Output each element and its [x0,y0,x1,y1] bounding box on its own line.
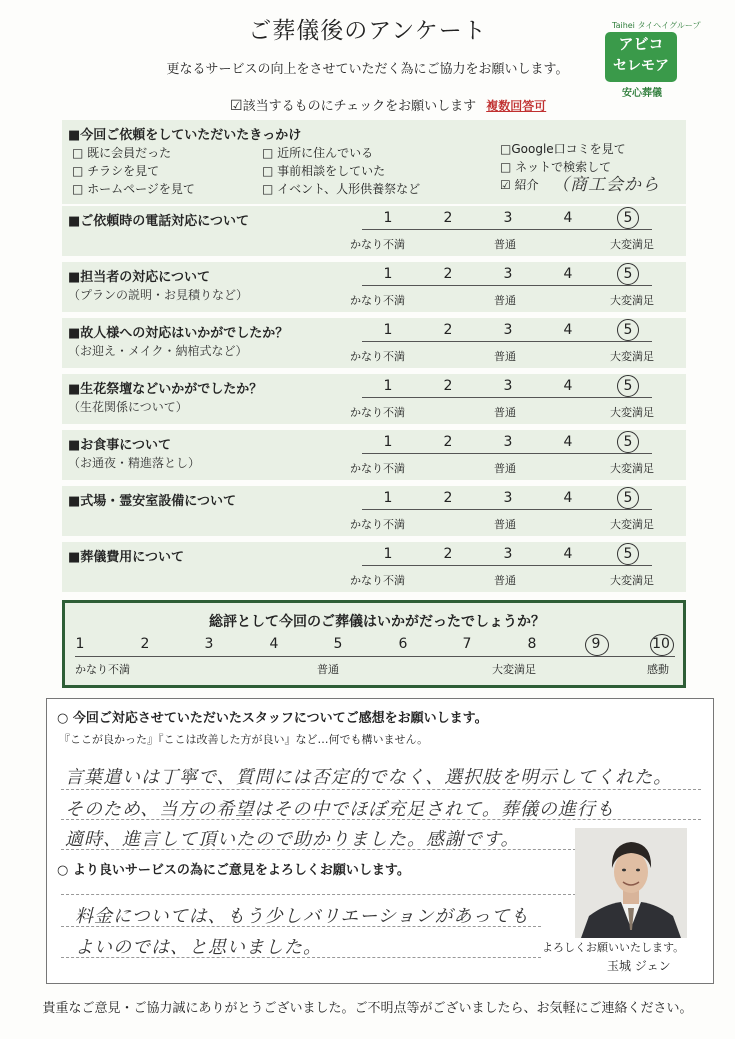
scale-label-low: かなり不満 [350,294,405,307]
scale-label-low: かなり不満 [350,406,405,419]
overall-title: 総評として今回のご葬儀はいかがだったでしょうか？ [209,614,545,630]
q1-option[interactable]: □ イベント、人形供養祭など [262,182,421,196]
rating-option-3[interactable]: 3 [503,434,513,450]
rating-option-2[interactable]: 2 [443,490,453,506]
question-title: ■故人様への対応はいかがでしたか？ [68,326,289,341]
rating-option-2[interactable]: 2 [443,322,453,338]
staff-portrait-image [575,828,687,938]
overall-option-7[interactable]: 7 [462,636,472,652]
overall-option-9[interactable]: 9 [591,636,601,652]
rating-option-5[interactable]: 5 [623,322,633,338]
rating-option-1[interactable]: 1 [383,266,393,282]
rating-option-3[interactable]: 3 [503,490,513,506]
survey-subtitle: 更なるサービスの向上をさせていただく為にご協力をお願いします。 [166,62,569,77]
rating-option-4[interactable]: 4 [563,322,573,338]
rating-option-1[interactable]: 1 [383,490,393,506]
rating-option-1[interactable]: 1 [383,378,393,394]
overall-option-6[interactable]: 6 [398,636,408,652]
q1-option-referral[interactable]: ☑ 紹介 [500,178,539,192]
question-subtitle: （お通夜・精進落とし） [68,456,201,470]
q1-title: ■今回ご依頼をしていただいたきっかけ [68,128,302,143]
rating-option-2[interactable]: 2 [443,266,453,282]
scale-label-mid: 普通 [494,294,516,307]
selected-answer-circle [617,543,639,565]
rating-option-3[interactable]: 3 [503,210,513,226]
selected-answer-circle [617,375,639,397]
overall-option-1[interactable]: 1 [75,636,85,652]
overall-label-high: 大変満足 [492,663,536,676]
scale-label-high: 大変満足 [610,350,654,363]
selected-answer-circle [617,263,639,285]
overall-label-mid: 普通 [317,663,339,676]
rating-scale-line [362,453,652,454]
staff-comment-line: 適時、進言して頂いたので助かりました。感謝です。 [65,829,520,850]
scale-label-mid: 普通 [494,238,516,251]
overall-option-8[interactable]: 8 [527,636,537,652]
rating-option-2[interactable]: 2 [443,378,453,394]
rating-option-1[interactable]: 1 [383,322,393,338]
opinion-comment-line: よいのでは、と思いました。 [75,937,322,958]
overall-selected-circle [650,634,674,656]
rating-option-5[interactable]: 5 [623,546,633,562]
q1-option[interactable]: □ 既に会員だった [72,146,172,160]
staff-hint: 『ここが良かった』『ここは改善した方が良い』など…何でも構いません。 [59,733,429,746]
rating-option-3[interactable]: 3 [503,266,513,282]
rating-scale-line [362,565,652,566]
rating-option-3[interactable]: 3 [503,322,513,338]
rating-question-panel [62,542,686,592]
company-logo [605,32,677,82]
scale-label-low: かなり不満 [350,462,405,475]
question-title: ■担当者の対応について [68,270,211,285]
question-subtitle: （お迎え・メイク・納棺式など） [68,344,248,358]
scale-label-high: 大変満足 [610,574,654,587]
q1-option[interactable]: □ チラシを見て [72,164,160,178]
overall-label-top: 感動 [647,663,669,676]
rating-question-panel [62,486,686,536]
scale-label-high: 大変満足 [610,238,654,251]
rating-option-5[interactable]: 5 [623,266,633,282]
rating-option-2[interactable]: 2 [443,210,453,226]
q1-handwritten-note: （商工会から [552,175,660,195]
rating-option-1[interactable]: 1 [383,434,393,450]
scale-label-low: かなり不満 [350,518,405,531]
overall-selected-circle [585,634,609,656]
rating-option-1[interactable]: 1 [383,546,393,562]
scale-label-mid: 普通 [494,350,516,363]
overall-option-10[interactable]: 10 [652,636,670,652]
writing-line [61,789,701,790]
question-title: ■ご依頼時の電話対応について [68,214,250,229]
question-subtitle: （プランの説明・お見積りなど） [68,288,249,302]
overall-option-2[interactable]: 2 [140,636,150,652]
instruction [230,95,546,114]
scale-label-low: かなり不満 [350,574,405,587]
q1-option[interactable]: □ ホームページを見て [72,182,195,196]
q1-option[interactable]: □ 近所に住んでいる [262,146,374,160]
question-title: ■生花祭壇などいかがでしたか？ [68,382,263,397]
overall-scale-line [75,656,675,657]
staff-comment-line: 言葉遣いは丁寧で、質問には否定的でなく、選択肢を明示してくれた。 [65,767,673,788]
scale-label-low: かなり不満 [350,350,405,363]
opinion-title: ○ より良いサービスの為にご意見をよろしくお願いします。 [57,863,410,878]
scale-label-high: 大変満足 [610,462,654,475]
selected-answer-circle [617,319,639,341]
rating-scale-line [362,229,652,230]
question-title: ■式場・霊安室設備について [68,494,237,509]
question-title: ■お食事について [68,438,172,453]
rating-question-panel [62,206,686,256]
rating-option-3[interactable]: 3 [503,378,513,394]
instruction-text: 該当するものにチェックをお願いします [242,99,477,114]
rating-option-5[interactable]: 5 [623,490,633,506]
rating-option-4[interactable]: 4 [563,546,573,562]
checkmark-icon: ☑ [230,98,243,114]
rating-option-4[interactable]: 4 [563,378,573,394]
scale-label-high: 大変満足 [610,518,654,531]
overall-option-4[interactable]: 4 [269,636,279,652]
rating-option-2[interactable]: 2 [443,434,453,450]
logo-line2: セレモア [613,58,669,74]
rating-option-5[interactable]: 5 [623,210,633,226]
selected-answer-circle [617,487,639,509]
staff-title: ○ 今回ご対応させていただいたスタッフについてご感想をお願いします。 [57,711,488,726]
staff-greeting: よろしくお願いいたします。 [542,941,685,954]
q1-option[interactable]: □Google口コミを見て [500,142,626,156]
rating-option-4[interactable]: 4 [563,490,573,506]
question-subtitle: （生花関係について） [68,400,188,414]
scale-label-low: かなり不満 [350,238,405,251]
scale-label-mid: 普通 [494,518,516,531]
staff-photo [575,828,687,938]
logo-sub: 安心葬儀 [622,88,662,99]
rating-question-panel [62,430,686,480]
rating-option-5[interactable]: 5 [623,378,633,394]
rating-question-panel [62,374,686,424]
scale-label-high: 大変満足 [610,294,654,307]
rating-option-3[interactable]: 3 [503,546,513,562]
survey-title: ご葬儀後のアンケート [248,18,487,44]
rating-scale-line [362,341,652,342]
footer-thanks: 貴重なご意見・ご協力誠にありがとうございました。ご不明点等がございましたら、お気軽にご連絡ください。 [42,1001,693,1016]
overall-option-3[interactable]: 3 [204,636,214,652]
logo-line1: アビコ [618,35,664,53]
staff-name: 玉城 ジェン [607,959,671,973]
selected-answer-circle [617,431,639,453]
rating-option-1[interactable]: 1 [383,210,393,226]
multi-answer-note: 複数回答可 [486,99,547,113]
rating-question-panel [62,318,686,368]
q1-panel [62,120,686,204]
scale-label-mid: 普通 [494,462,516,475]
overall-label-low: かなり不満 [75,663,130,676]
opinion-comment-line: 料金については、もう少しバリエーションがあっても [75,906,530,927]
writing-line [61,894,576,895]
rating-scale-line [362,397,652,398]
scale-label-mid: 普通 [494,406,516,419]
rating-option-4[interactable]: 4 [563,434,573,450]
selected-answer-circle [617,207,639,229]
scale-label-high: 大変満足 [610,406,654,419]
rating-option-5[interactable]: 5 [623,434,633,450]
rating-scale-line [362,509,652,510]
logo-brand: Taihei タイヘイグループ [612,21,701,30]
overall-option-5[interactable]: 5 [333,636,343,652]
overall-panel [62,600,686,688]
staff-comment-line: そのため、当方の希望はその中でほぼ充足されて。葬儀の進行も [65,799,615,820]
scale-label-mid: 普通 [494,574,516,587]
q1-option[interactable]: □ 事前相談をしていた [262,164,386,178]
rating-scale-line [362,285,652,286]
rating-option-2[interactable]: 2 [443,546,453,562]
rating-option-4[interactable]: 4 [563,210,573,226]
rating-option-4[interactable]: 4 [563,266,573,282]
question-title: ■葬儀費用について [68,550,185,565]
rating-question-panel [62,262,686,312]
q1-option[interactable]: □ ネットで検索して [500,160,612,174]
